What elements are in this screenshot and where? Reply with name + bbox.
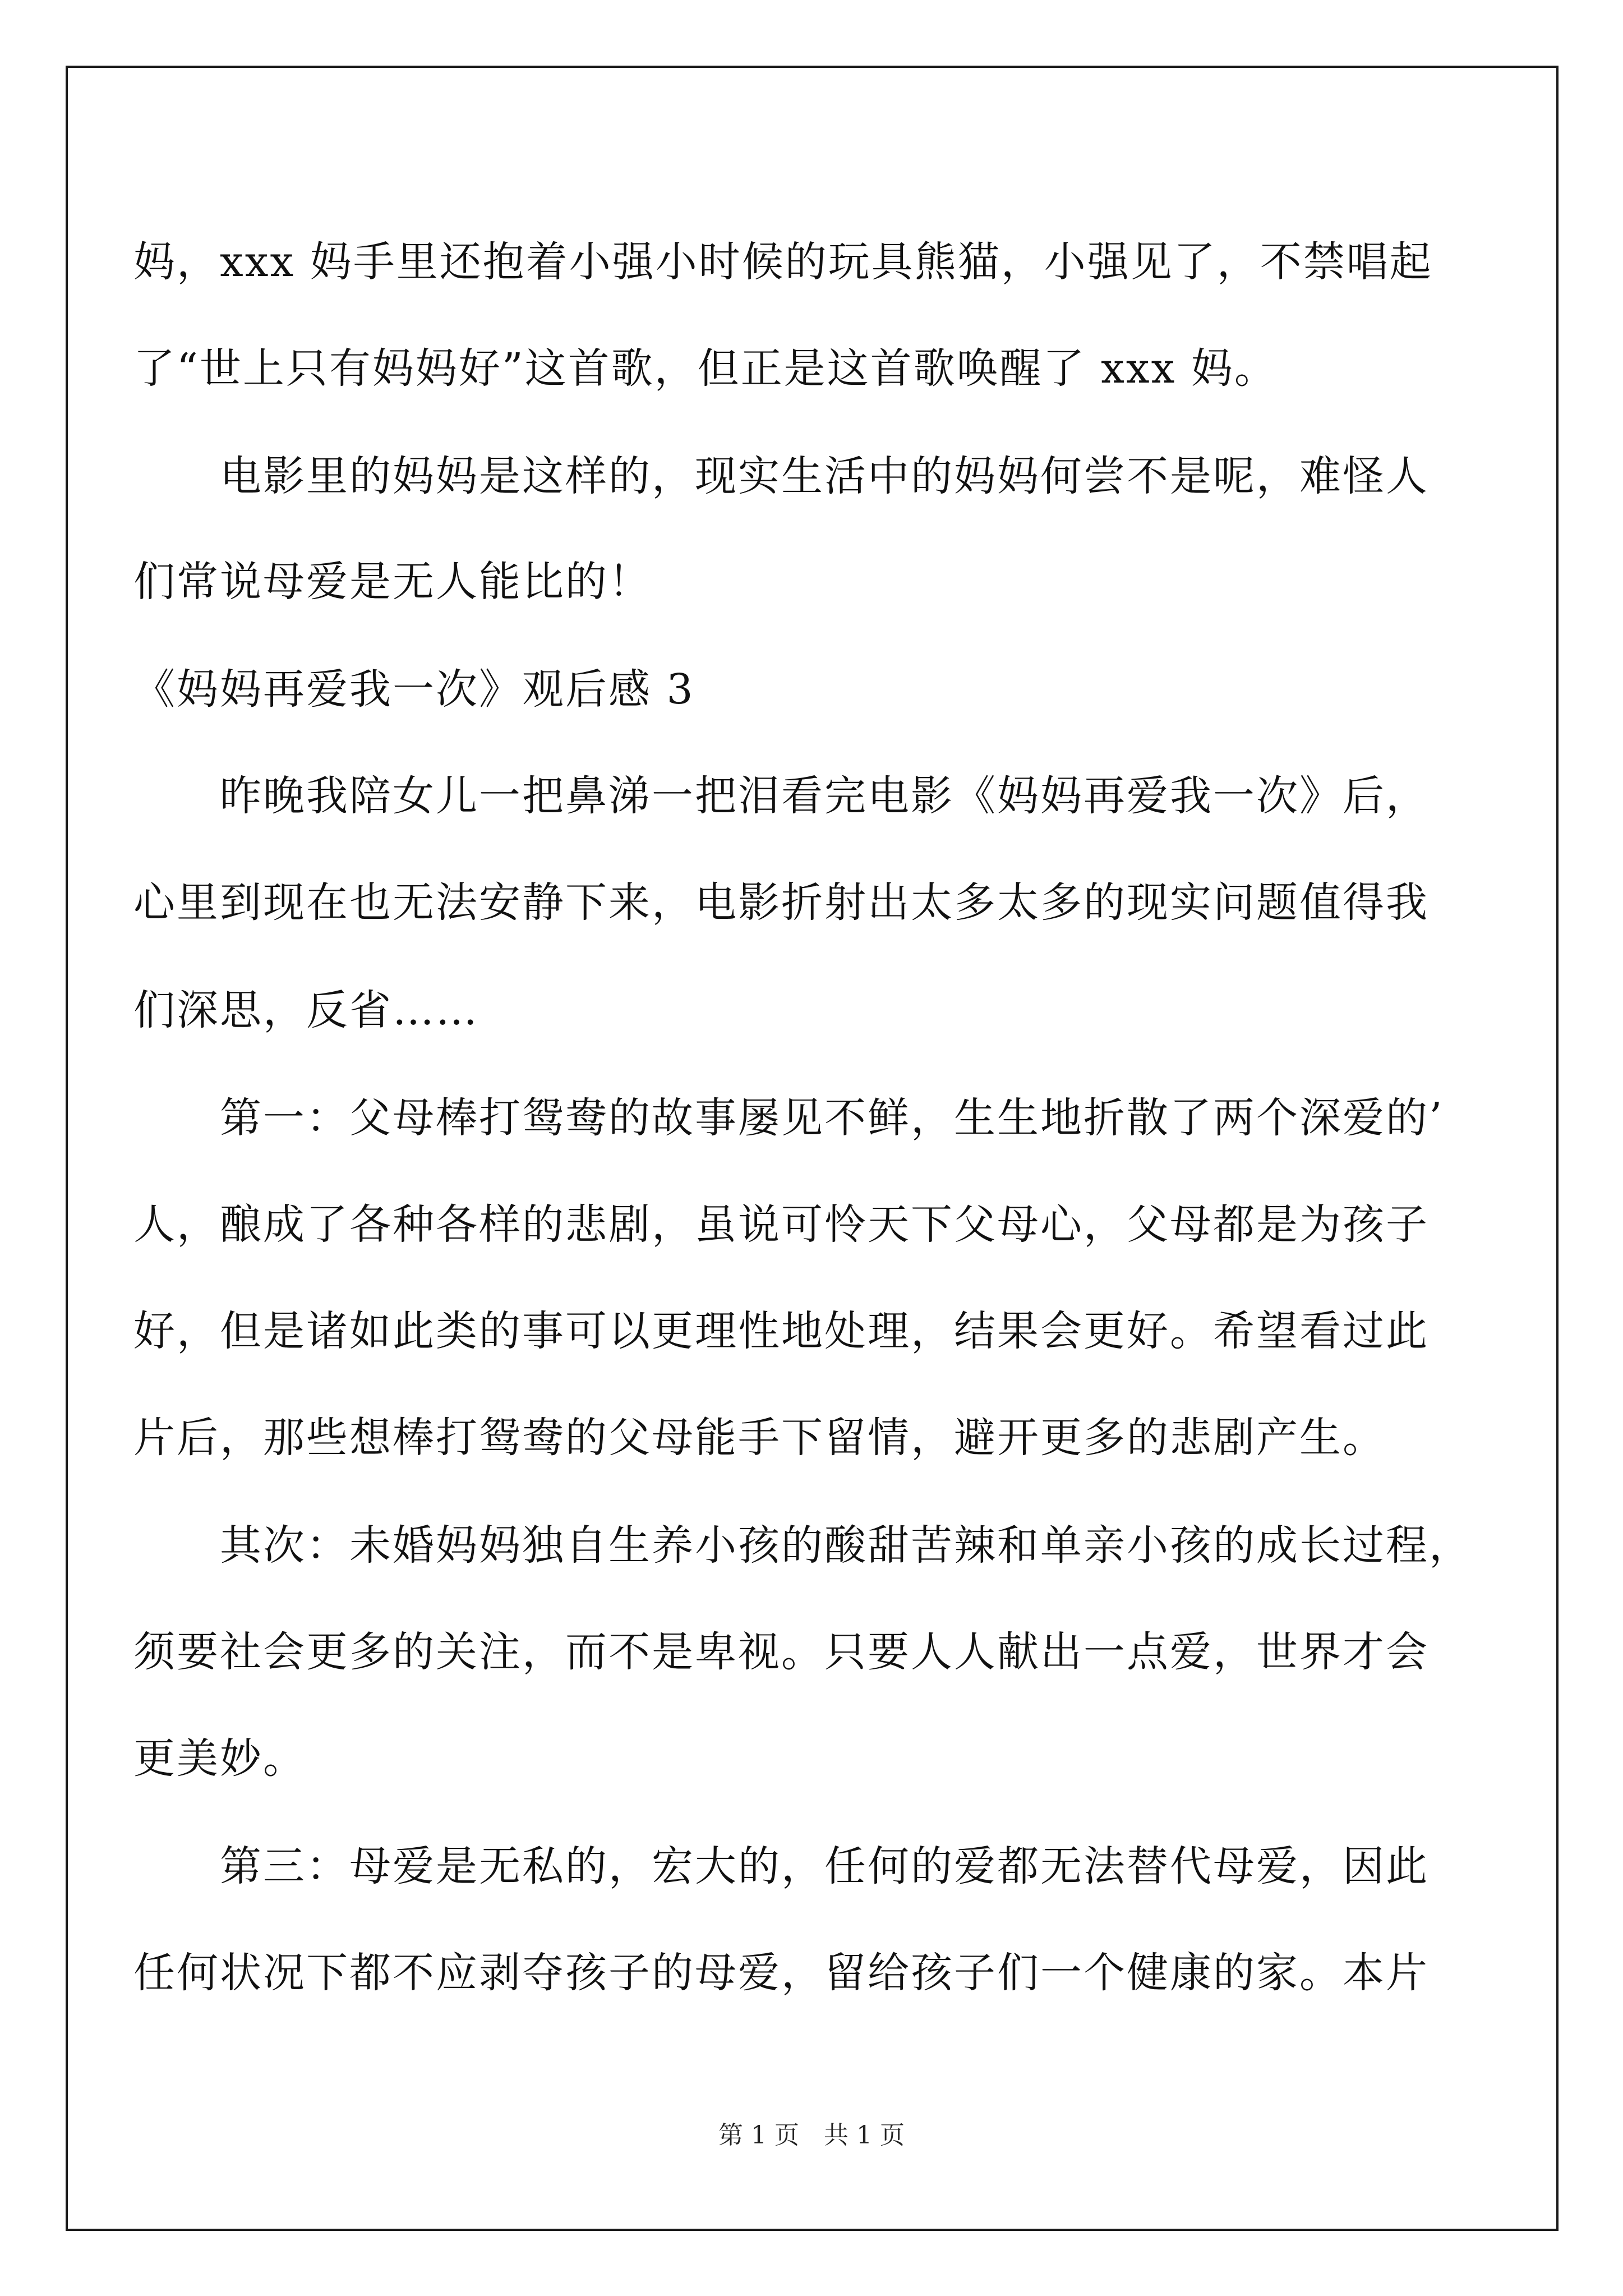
- text-line: 们深思，反省……: [133, 986, 479, 1034]
- text-line: 更美妙。: [133, 1734, 306, 1783]
- text-line: 人，酿成了各种各样的悲剧，虽说可怜天下父母心，父母都是为孩子: [133, 1200, 1429, 1249]
- text-line: 第三：母爱是无私的，宏大的，任何的爱都无法替代母爱，因此: [133, 1842, 1429, 1890]
- text-line: 任何状况下都不应剥夺孩子的母爱，留给孩子们一个健康的家。本片: [133, 1949, 1429, 1997]
- text-line: 们常说母爱是无人能比的！: [133, 558, 652, 606]
- text-line: 片后，那些想棒打鸳鸯的父母能手下留情，避开更多的悲剧产生。: [133, 1414, 1386, 1462]
- page-number: 第 1 页 共 1 页: [718, 2121, 905, 2150]
- text-line: 第一：父母棒打鸳鸯的故事屡见不鲜，生生地折散了两个深爱的’: [133, 1094, 1444, 1142]
- text-line: 心里到现在也无法安静下来，电影折射出太多太多的现实问题值得我: [133, 878, 1429, 927]
- text-line: 妈，xxx 妈手里还抱着小强小时候的玩具熊猫，小强见了，不禁唱起: [133, 238, 1433, 286]
- text-line: 电影里的妈妈是这样的，现实生活中的妈妈何尝不是呢，难怪人: [133, 452, 1429, 500]
- text-line: 须要社会更多的关注，而不是卑视。只要人人献出一点爱，世界才会: [133, 1628, 1429, 1676]
- text-line: 昨晚我陪女儿一把鼻涕一把泪看完电影《妈妈再爱我一次》后，: [133, 772, 1429, 820]
- section-heading: 《妈妈再爱我一次》观后感 3: [133, 665, 695, 714]
- text-line: 其次：未婚妈妈独自生养小孩的酸甜苦辣和单亲小孩的成长过程，: [133, 1521, 1472, 1570]
- text-line: 了“世上只有妈妈好”这首歌，但正是这首歌唤醒了 xxx 妈。: [133, 344, 1278, 393]
- text-line: 好，但是诸如此类的事可以更理性地处理，结果会更好。希望看过此: [133, 1307, 1429, 1355]
